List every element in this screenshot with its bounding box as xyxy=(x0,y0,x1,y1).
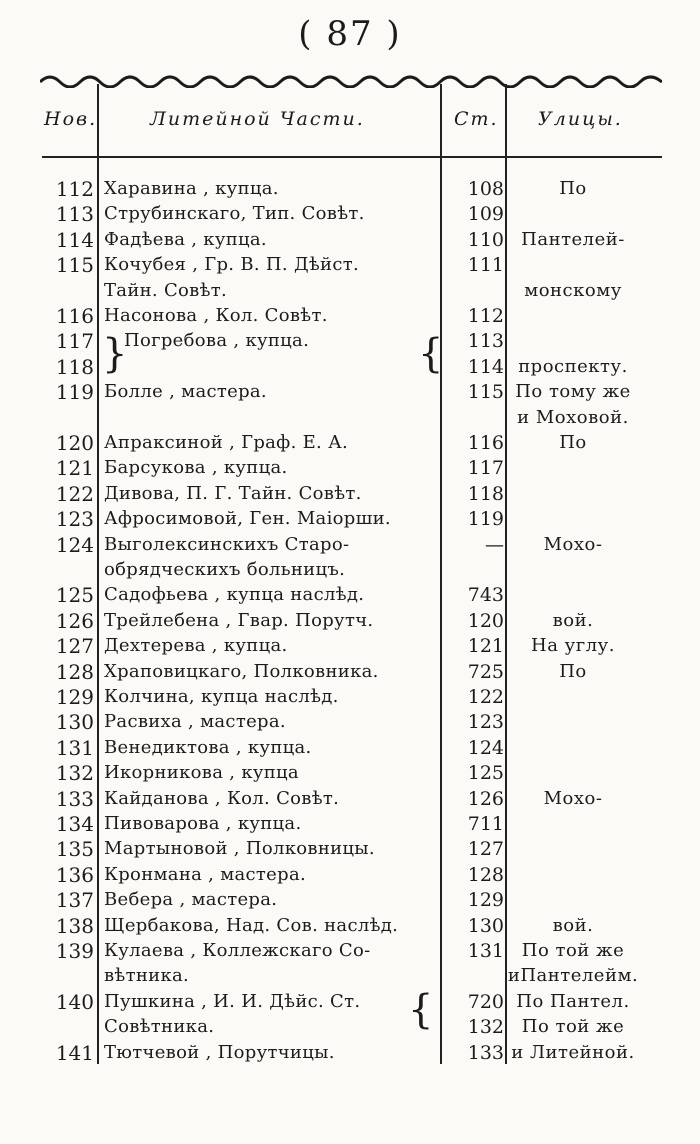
page-ref: 112 xyxy=(467,305,504,327)
table-row xyxy=(0,760,700,786)
owner-name: Апраксиной , Граф. Е. А. xyxy=(104,432,349,453)
table-row xyxy=(0,278,700,304)
page-ref: 124 xyxy=(467,736,504,759)
row-number: 113 xyxy=(55,202,94,227)
row-number: 140 xyxy=(55,989,94,1014)
page-ref: 725 xyxy=(467,660,504,683)
row-number: 139 xyxy=(55,939,94,963)
table-row xyxy=(0,938,700,964)
page-ref: 132 xyxy=(467,1016,504,1039)
page-ref: 129 xyxy=(467,889,504,912)
page-ref: 131 xyxy=(467,940,504,962)
table-row xyxy=(0,913,700,939)
row-number: 131 xyxy=(55,735,94,760)
owner-name: Расвиха , мастера. xyxy=(104,711,286,733)
owner-name: Тайн. Совѣт. xyxy=(104,279,228,301)
row-number: 118 xyxy=(55,354,94,379)
table-row xyxy=(0,811,700,837)
row-number: 125 xyxy=(55,583,94,608)
owner-name: Кулаева , Коллежскаго Со- xyxy=(104,940,371,961)
row-number: 129 xyxy=(55,685,94,709)
row-number: 135 xyxy=(55,837,94,862)
row-number: 130 xyxy=(55,710,94,735)
page-ref: 711 xyxy=(467,813,504,835)
row-number: 137 xyxy=(55,888,94,913)
owner-name: Венедиктова , купца. xyxy=(104,736,312,758)
table-row xyxy=(0,633,700,659)
header-page: Ст. xyxy=(454,108,499,130)
row-number: 112 xyxy=(55,177,94,201)
street-note: По xyxy=(559,178,587,199)
owner-name: обрядческихъ больницъ. xyxy=(104,559,346,580)
page-ref: 117 xyxy=(467,457,504,480)
owner-name: Погребова , купца. xyxy=(124,330,310,352)
page-ref: 127 xyxy=(467,838,504,861)
table-row xyxy=(0,735,700,761)
table-row xyxy=(0,379,700,405)
row-number: 128 xyxy=(55,659,94,684)
page-ref: 122 xyxy=(467,686,504,708)
header-part: Литейной Части. xyxy=(150,108,365,130)
table-row xyxy=(0,963,700,989)
row-number: 116 xyxy=(55,304,94,328)
row-number: 119 xyxy=(55,380,94,405)
street-note: По той же xyxy=(521,1016,625,1038)
table-row xyxy=(0,455,700,481)
owner-name: Садофьева , купца наслѣд. xyxy=(104,584,365,606)
row-number: 122 xyxy=(55,481,94,506)
owner-name: Трейлебена , Гвар. Порутч. xyxy=(104,609,374,631)
table-row xyxy=(0,532,700,558)
right-brace: { xyxy=(418,331,444,377)
owner-name: Дивова, П. Г. Тайн. Совѣт. xyxy=(104,482,362,504)
table-row xyxy=(0,1014,700,1040)
owner-name: Болле , мастера. xyxy=(104,381,267,403)
street-note: монскому xyxy=(524,279,622,301)
page-ref: 118 xyxy=(467,482,504,505)
owner-name: Щербакова, Над. Сов. наслѣд. xyxy=(104,914,399,936)
row-number: 121 xyxy=(55,456,94,481)
street-note: На углу. xyxy=(531,635,615,657)
table-row xyxy=(0,201,700,227)
table-row xyxy=(0,887,700,913)
street-note: По тому же xyxy=(515,381,631,403)
header-no: Нов. xyxy=(44,108,98,130)
page-ref: 121 xyxy=(467,635,504,658)
row-number: 114 xyxy=(55,227,94,252)
page-number: ( 87 ) xyxy=(298,14,402,54)
street-note: вой. xyxy=(552,914,594,936)
row-number: 126 xyxy=(55,608,94,633)
table-row xyxy=(0,608,700,634)
row-number: 132 xyxy=(55,761,94,786)
owner-name: Пушкина , И. И. Дѣйс. Ст. xyxy=(104,990,361,1012)
page-ref: 116 xyxy=(467,432,504,454)
owner-name: Кронмана , мастера. xyxy=(104,863,307,885)
row-number: 123 xyxy=(55,507,94,532)
owner-name: Икорникова , купца xyxy=(104,762,299,784)
row-number: 120 xyxy=(55,431,94,455)
owner-name: Струбинскаго, Тип. Совѣт. xyxy=(104,203,365,225)
owner-name: Совѣтника. xyxy=(104,1016,215,1038)
page-ref: 119 xyxy=(467,508,504,531)
owner-name: Барсукова , купца. xyxy=(104,457,288,479)
owner-name: Кочубея , Гр. В. П. Дѣйст. xyxy=(104,254,360,276)
street-note: и Моховой. xyxy=(517,406,629,428)
owner-name: Мартыновой , Полковницы. xyxy=(104,838,375,860)
street-note: и Литейной. xyxy=(511,1041,635,1063)
table-row xyxy=(0,989,700,1015)
street-note: Пантелей- xyxy=(521,228,625,250)
owner-name: Фадѣева , купца. xyxy=(104,228,267,250)
table-row xyxy=(0,862,700,888)
header-streets: Улицы. xyxy=(538,108,623,130)
table-row xyxy=(0,405,700,431)
owner-name: Афросимовой, Ген. Маіорши. xyxy=(104,508,391,530)
street-note: Мохо- xyxy=(543,787,603,809)
page-ref: 114 xyxy=(467,355,504,378)
row-number: 127 xyxy=(55,634,94,659)
page-ref: 108 xyxy=(467,178,504,200)
owner-name: Тютчевой , Порутчицы. xyxy=(104,1041,335,1063)
owner-name: Выголексинскихъ Старо- xyxy=(104,533,350,555)
owner-name: Дехтерева , купца. xyxy=(104,635,288,657)
street-note: вой. xyxy=(552,609,594,631)
street-note: проспекту. xyxy=(518,355,628,377)
owner-name: Вебера , мастера. xyxy=(104,889,278,911)
owner-name: Насонова , Кол. Совѣт. xyxy=(104,305,328,326)
row-number: 136 xyxy=(55,862,94,887)
page-ref: 128 xyxy=(467,863,504,886)
table-row xyxy=(0,176,700,202)
page-ref: 115 xyxy=(467,381,504,404)
owner-name: Харавина , купца. xyxy=(104,178,279,199)
table-row xyxy=(0,252,700,278)
table-row xyxy=(0,709,700,735)
owner-name: Кайданова , Кол. Совѣт. xyxy=(104,787,340,809)
street-note: По xyxy=(559,660,587,682)
table-row xyxy=(0,557,700,583)
row-number: 138 xyxy=(55,913,94,938)
table-row xyxy=(0,582,700,608)
header-rule xyxy=(42,156,662,158)
page-ref: 120 xyxy=(467,609,504,632)
owner-name: Храповицкаго, Полковника. xyxy=(104,660,379,682)
street-note: По Пантел. xyxy=(516,990,630,1012)
row-number: 141 xyxy=(55,1040,94,1065)
table-row xyxy=(0,303,700,329)
page-ref: 130 xyxy=(467,914,504,937)
page-ref: 109 xyxy=(467,203,504,226)
page-ref: 110 xyxy=(467,228,504,251)
row-number: 133 xyxy=(55,786,94,811)
page-ref: — xyxy=(485,533,504,556)
row-number: 115 xyxy=(55,253,94,278)
page-ref: 111 xyxy=(467,254,504,277)
table-row xyxy=(0,1040,700,1066)
table-row xyxy=(0,836,700,862)
table-row xyxy=(0,481,700,507)
page-ref: 113 xyxy=(467,330,504,353)
street-note: Мохо- xyxy=(543,533,603,555)
street-note: По той же xyxy=(521,940,625,961)
row-number: 117 xyxy=(55,329,94,354)
owner-name: Пивоварова , купца. xyxy=(104,813,302,834)
street-note: иПантелейм. xyxy=(507,965,639,987)
table-row xyxy=(0,684,700,710)
left-brace: } xyxy=(102,331,128,377)
table-row xyxy=(0,786,700,812)
page-ref: 720 xyxy=(467,990,504,1013)
table-row xyxy=(0,506,700,532)
owner-name: вѣтника. xyxy=(104,965,190,987)
street-note: По xyxy=(559,432,587,453)
table-row xyxy=(0,227,700,253)
right-brace: { xyxy=(408,987,434,1033)
page-ref: 126 xyxy=(467,787,504,810)
page-ref: 133 xyxy=(467,1041,504,1064)
row-number: 124 xyxy=(55,532,94,557)
owner-name: Колчина, купца наслѣд. xyxy=(104,686,339,707)
row-number: 134 xyxy=(55,812,94,836)
page-ref: 125 xyxy=(467,762,504,785)
table-row xyxy=(0,430,700,456)
page-ref: 743 xyxy=(467,584,504,607)
table-row xyxy=(0,659,700,685)
page-ref: 123 xyxy=(467,711,504,734)
decorative-wave-rule xyxy=(40,70,662,88)
